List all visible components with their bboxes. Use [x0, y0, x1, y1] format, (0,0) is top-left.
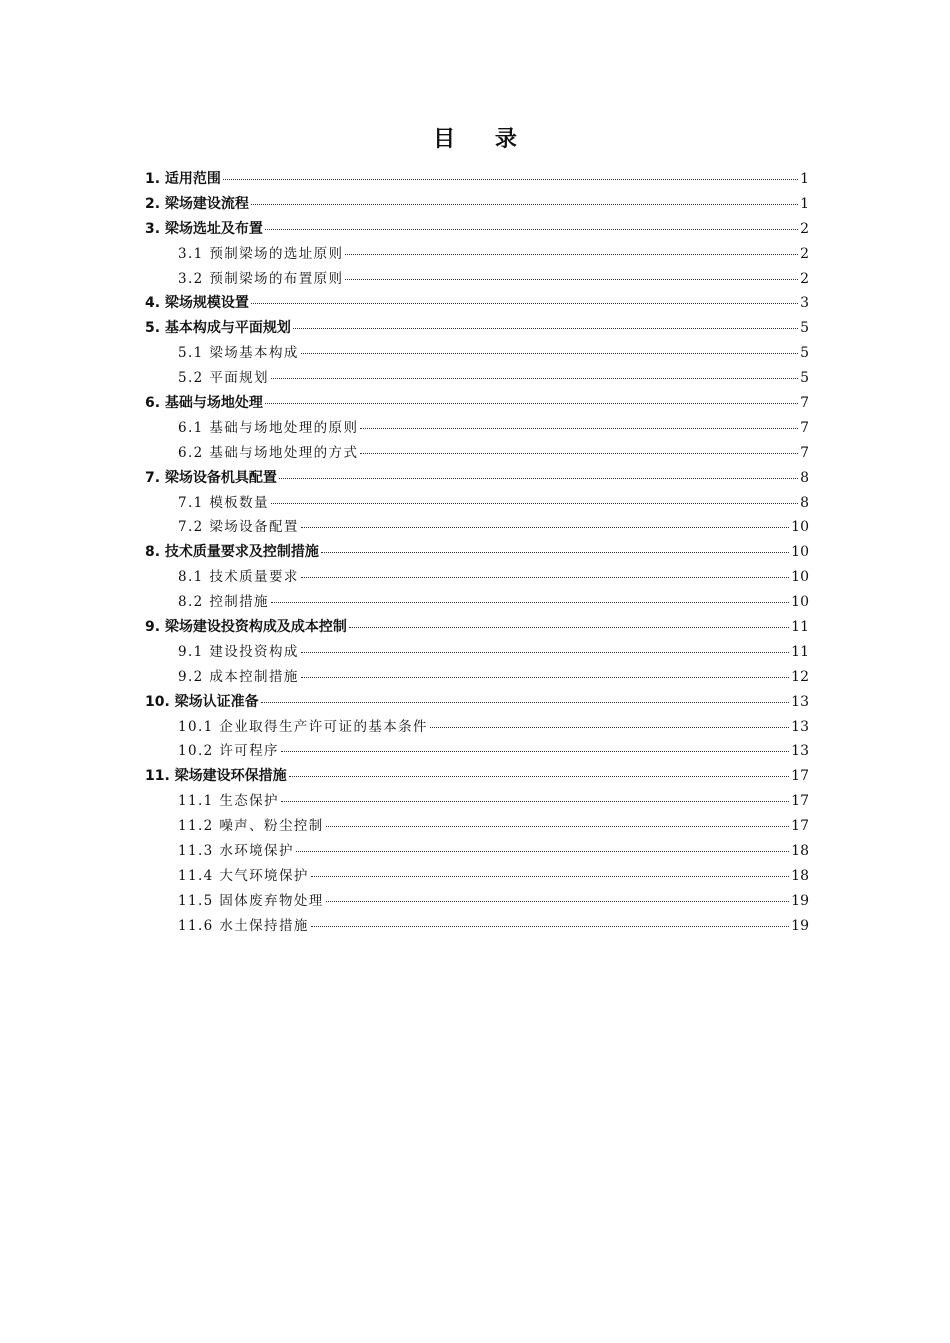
- toc-page-number: 18: [791, 843, 809, 860]
- toc-page-number: 12: [791, 668, 809, 685]
- toc-dot-leader: [326, 826, 790, 827]
- toc-section-entry[interactable]: [145, 342, 809, 367]
- toc-page-number: 2: [800, 270, 809, 287]
- toc-dot-leader: [296, 851, 789, 852]
- toc-chapter-entry[interactable]: [145, 392, 809, 417]
- toc-chapter-entry[interactable]: [145, 193, 809, 218]
- toc-entry-title: 7. 梁场设备机具配置: [145, 469, 277, 486]
- toc-entry-title: 9.1 建设投资构成: [178, 643, 299, 660]
- toc-chapter-entry[interactable]: [145, 765, 809, 790]
- toc-entry-title: 11. 梁场建设环保措施: [145, 768, 287, 785]
- toc-page-number: 2: [800, 245, 809, 262]
- toc-section-entry[interactable]: [145, 641, 809, 666]
- toc-dot-leader: [289, 776, 789, 777]
- toc-chapter-entry[interactable]: [145, 218, 809, 243]
- toc-page-number: 1: [800, 171, 809, 187]
- toc-section-entry[interactable]: [145, 367, 809, 392]
- toc-dot-leader: [360, 428, 798, 429]
- toc-entry-title: 6.1 基础与场地处理的原则: [178, 419, 359, 436]
- toc-entry-title: 3.1 预制梁场的选址原则: [178, 245, 344, 262]
- toc-entry-title: 7.2 梁场设备配置: [178, 519, 299, 536]
- toc-page-number: 8: [800, 469, 809, 486]
- toc-page-number: 10: [791, 519, 809, 536]
- toc-entry-title: 5. 基本构成与平面规划: [145, 320, 291, 337]
- toc-dot-leader: [430, 727, 789, 728]
- toc-dot-leader: [345, 279, 798, 280]
- toc-chapter-entry[interactable]: [145, 616, 809, 641]
- toc-dot-leader: [271, 602, 789, 603]
- toc-dot-leader: [301, 577, 789, 578]
- toc-section-entry[interactable]: [145, 790, 809, 815]
- toc-entry-title: 11.2 噪声、粉尘控制: [178, 818, 324, 835]
- toc-dot-leader: [281, 751, 789, 752]
- toc-section-entry[interactable]: [145, 890, 809, 915]
- toc-entry-title: 6.2 基础与场地处理的方式: [178, 444, 359, 461]
- toc-dot-leader: [251, 204, 798, 205]
- toc-dot-leader: [223, 179, 798, 180]
- toc-dot-leader: [265, 229, 798, 230]
- toc-page-number: 3: [800, 295, 809, 312]
- toc-dot-leader: [301, 677, 789, 678]
- toc-page-number: 5: [800, 320, 809, 337]
- toc-entry-title: 10. 梁场认证准备: [145, 693, 259, 710]
- toc-entry-title: 11.4 大气环境保护: [178, 867, 309, 884]
- toc-section-entry[interactable]: [145, 516, 809, 541]
- toc-entry-title: 11.3 水环境保护: [178, 843, 294, 860]
- toc-chapter-entry[interactable]: [145, 691, 809, 716]
- toc-entry-title: 3.2 预制梁场的布置原则: [178, 270, 344, 287]
- toc-dot-leader: [321, 552, 789, 553]
- toc-page-number: 7: [800, 395, 809, 412]
- toc-page-number: 2: [800, 220, 809, 237]
- toc-dot-leader: [271, 503, 798, 504]
- toc-entry-title: 9.2 成本控制措施: [178, 668, 299, 685]
- toc-chapter-entry[interactable]: [145, 467, 809, 492]
- toc-chapter-entry[interactable]: [145, 541, 809, 566]
- toc-dot-leader: [311, 876, 789, 877]
- toc-section-entry[interactable]: [145, 815, 809, 840]
- toc-entry-title: 10.2 许可程序: [178, 743, 279, 760]
- toc-page-number: 1: [800, 195, 809, 212]
- toc-dot-leader: [301, 527, 789, 528]
- toc-section-entry[interactable]: [145, 442, 809, 467]
- toc-dot-leader: [301, 353, 798, 354]
- toc-page-number: 19: [791, 917, 809, 934]
- toc-entry-title: 7.1 模板数量: [178, 494, 269, 511]
- toc-page-number: 13: [791, 743, 809, 760]
- toc-entry-title: 11.6 水土保持措施: [178, 917, 309, 934]
- toc-dot-leader: [326, 901, 790, 902]
- table-of-contents: [145, 168, 809, 940]
- toc-page-number: 18: [791, 867, 809, 884]
- toc-entry-title: 6. 基础与场地处理: [145, 395, 263, 412]
- toc-page-number: 13: [791, 693, 809, 710]
- toc-section-entry[interactable]: [145, 716, 809, 741]
- toc-dot-leader: [251, 303, 798, 304]
- toc-entry-title: 8. 技术质量要求及控制措施: [145, 544, 319, 561]
- toc-dot-leader: [301, 652, 789, 653]
- toc-dot-leader: [311, 926, 789, 927]
- toc-entry-title: 1. 适用范围: [145, 171, 221, 187]
- toc-page-number: 7: [800, 444, 809, 461]
- toc-dot-leader: [360, 453, 798, 454]
- toc-page-number: 10: [791, 594, 809, 611]
- toc-dot-leader: [265, 403, 798, 404]
- toc-entry-title: 9. 梁场建设投资构成及成本控制: [145, 619, 347, 636]
- toc-title: 目 录: [433, 127, 533, 152]
- toc-entry-title: 11.1 生态保护: [178, 793, 279, 810]
- toc-page-number: 11: [791, 619, 809, 636]
- toc-entry-title: 3. 梁场选址及布置: [145, 220, 263, 237]
- toc-page-number: 7: [800, 419, 809, 436]
- toc-page-number: 19: [791, 892, 809, 909]
- toc-section-entry[interactable]: [145, 566, 809, 591]
- toc-section-entry[interactable]: [145, 268, 809, 293]
- toc-page-number: 13: [791, 718, 809, 735]
- toc-chapter-entry[interactable]: [145, 317, 809, 342]
- toc-page-number: 11: [791, 643, 809, 660]
- toc-entry-title: 4. 梁场规模设置: [145, 295, 249, 312]
- toc-section-entry[interactable]: [145, 666, 809, 691]
- toc-page-number: 5: [800, 345, 809, 362]
- toc-page-number: 10: [791, 569, 809, 586]
- toc-section-entry[interactable]: [145, 591, 809, 616]
- toc-page-number: 17: [791, 768, 809, 785]
- toc-page-number: 10: [791, 544, 809, 561]
- toc-section-entry[interactable]: [145, 740, 809, 765]
- toc-dot-leader: [345, 254, 798, 255]
- toc-page-number: 5: [800, 370, 809, 387]
- toc-entry-title: 11.5 固体废弃物处理: [178, 892, 324, 909]
- toc-page-number: 17: [791, 818, 809, 835]
- toc-dot-leader: [281, 801, 789, 802]
- toc-dot-leader: [293, 328, 798, 329]
- toc-entry-title: 8.2 控制措施: [178, 594, 269, 611]
- toc-entry-title: 5.2 平面规划: [178, 370, 269, 387]
- toc-section-entry[interactable]: [145, 417, 809, 442]
- toc-section-entry[interactable]: [145, 915, 809, 940]
- toc-section-entry[interactable]: [145, 865, 809, 890]
- toc-dot-leader: [349, 627, 789, 628]
- toc-entry-title: 10.1 企业取得生产许可证的基本条件: [178, 718, 428, 735]
- toc-page-number: 17: [791, 793, 809, 810]
- toc-entry-title: 8.1 技术质量要求: [178, 569, 299, 586]
- toc-dot-leader: [279, 478, 798, 479]
- toc-chapter-entry[interactable]: [145, 292, 809, 317]
- toc-page-number: 8: [800, 494, 809, 511]
- toc-entry-title: 5.1 梁场基本构成: [178, 345, 299, 362]
- toc-entry-title: 2. 梁场建设流程: [145, 195, 249, 212]
- toc-section-entry[interactable]: [145, 840, 809, 865]
- toc-chapter-entry[interactable]: [145, 168, 809, 193]
- toc-section-entry[interactable]: [145, 243, 809, 268]
- toc-dot-leader: [261, 702, 789, 703]
- toc-section-entry[interactable]: [145, 492, 809, 517]
- toc-dot-leader: [271, 378, 798, 379]
